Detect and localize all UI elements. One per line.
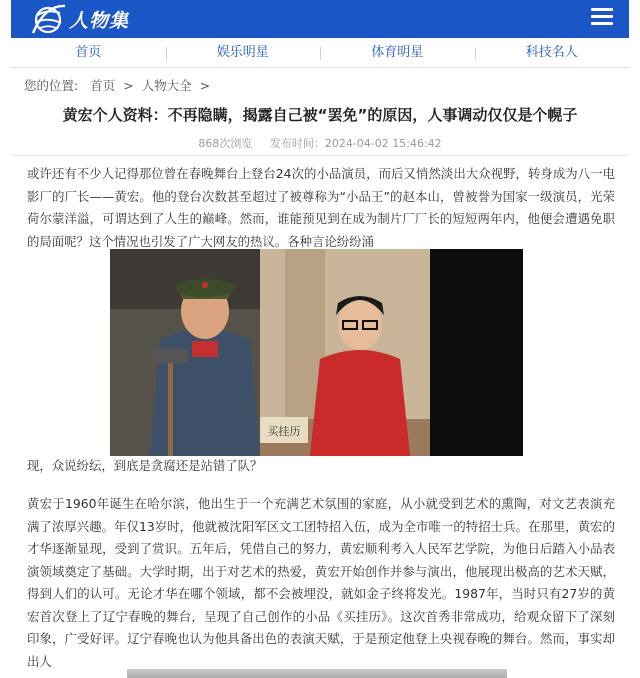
- nav-item-sports[interactable]: 体育明星: [320, 38, 475, 67]
- menu-icon[interactable]: [591, 8, 613, 28]
- breadcrumb-separator: >: [123, 78, 134, 93]
- article-paragraph-2: 黄宏于1960年诞生在哈尔滨，他出生于一个充满艺术氛围的家庭，从小就受到艺术的熏陶，对文艺表演充满了浓厚兴趣。年仅13岁时，他就被沈阳军区文工团特招入伍，成为全市唯一的特招士兵。在那里，黄宏的才华逐渐显现，受到了赏识。五年后，凭借自己的努力，黄宏顺利考入人民军艺学院，为他日后踏入小品表演领域奠定了基础。大学时期，出于对艺术的热爱，黄宏开始创作并参与演出，他展现出极高的艺术天赋，得到人们的认可。无论才华在哪个领域，都不会被埋没，就如金子终将发光。1987年，当时只有27岁的黄宏首次登上了辽宁春晚的舞台，呈现了自己创作的小品《买挂历》。这次首秀非常成功，给观众留下了深刻印象，广受好评。辽宁春晚也认为他具备出色的表演天赋，于是预定他登上央视春晚的舞台。然而，事实却出人: [27, 496, 615, 669]
- view-count: 868次浏览: [198, 137, 253, 150]
- nav-item-entertainment[interactable]: 娱乐明星: [166, 38, 321, 67]
- globe-logo-icon: [31, 3, 67, 35]
- article-photo-2: [127, 669, 507, 678]
- site-logo[interactable]: [31, 3, 129, 35]
- article-paragraph-1-continued: 现，众说纷纭，到底是贪腐还是站错了队？: [27, 458, 263, 473]
- nav-item-tech[interactable]: 科技名人: [475, 38, 630, 67]
- breadcrumb: [24, 76, 214, 94]
- breadcrumb-link-home[interactable]: 首页: [90, 78, 116, 93]
- article-title: 黄宏个人资料：不再隐瞒，揭露自己被“罢免”的原因，人事调动仅仅是个幌子: [62, 106, 578, 124]
- site-header: [11, 0, 629, 38]
- nav-item-home[interactable]: 首页: [75, 45, 102, 60]
- breadcrumb-prefix: 您的位置:: [24, 78, 79, 93]
- breadcrumb-link-people[interactable]: 人物大全: [141, 78, 192, 93]
- stage-photo-illustration: [110, 249, 523, 456]
- photo-sign-text: 买挂历: [267, 425, 301, 438]
- article-paragraph-1: 或许还有不少人记得那位曾在春晚舞台上登台24次的小品演员，而后又悄然淡出大众视野，转身成为八一电影厂的厂长——黄宏。他的登台次数甚至超过了被尊称为“小品王”的赵本山，曾被誉为国家一级演员，光荣荷尔蒙洋溢，可谓达到了人生的巅峰。然而，谁能预见到在成为制片厂厂长的短短两年内，他便会遭遇免职的局面呢？这个情况也引发了广大网友的热议。各种言论纷纷涌: [27, 166, 615, 249]
- article-meta: [0, 135, 640, 151]
- article-photo: [110, 249, 523, 456]
- main-nav: [11, 38, 629, 68]
- publish-time: 发布时间：2024-04-02 15:46:42: [269, 137, 442, 150]
- breadcrumb-separator: >: [199, 78, 211, 93]
- divider: [11, 155, 629, 156]
- logo-text: 人物集: [69, 9, 130, 32]
